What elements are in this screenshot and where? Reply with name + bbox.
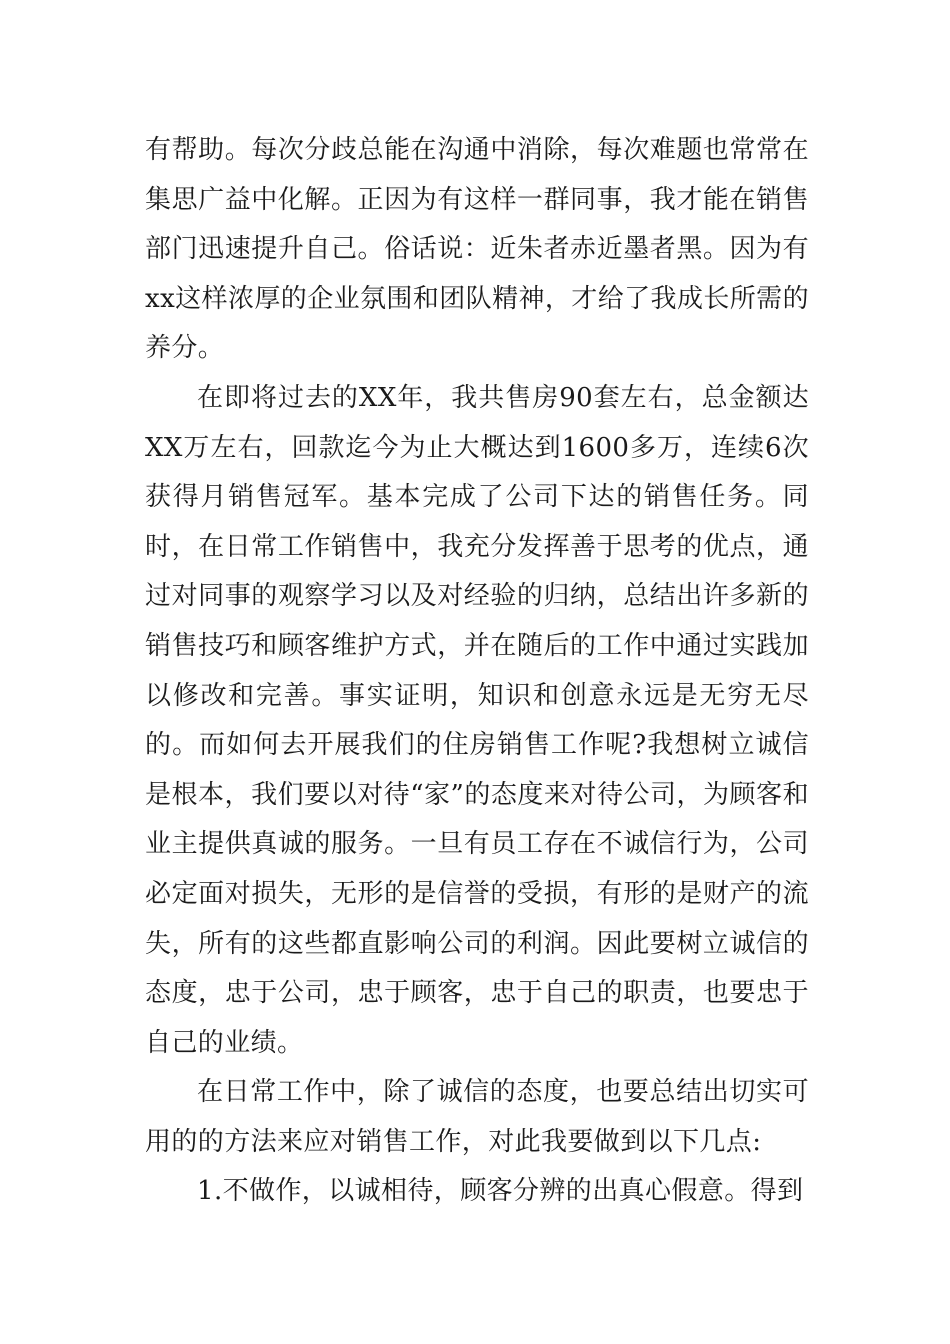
- document-page: [145, 126, 809, 1217]
- paragraph-sales-summary: 在即将过去的XX年，我共售房90套左右，总金额达XX万左右，回款迄今为止大概达到1600多万，连续6次获得月销售冠军。基本完成了公司下达的销售任务。同时，在日常工作销售中，我充分发挥善于思考的优点，通过对同事的观察学习以及对经验的归纳，总结出许多新的销售技巧和顾客维护方式，并在随后的工作中通过实践加以修改和完善。事实证明，知识和创意永远是无穷无尽的。而如何去开展我们的住房销售工作呢?我想树立诚信是根本，我们要以对待“家”的态度来对待公司，为顾客和业主提供真诚的服务。一旦有员工存在不诚信行为，公司必定面对损失，无形的是信誉的受损，有形的是财产的流失，所有的这些都直影响公司的利润。因此要树立诚信的态度，忠于公司，忠于顾客，忠于自己的职责，也要忠于自己的业绩。: [145, 382, 809, 1058]
- paragraph-list-item-1: 1.不做作，以诚相待，顾客分辨的出真心假意。得到: [197, 1176, 804, 1207]
- paragraph-methods-intro: 在日常工作中，除了诚信的态度，也要总结出切实可用的的方法来应对销售工作，对此我要做到以下几点:: [145, 1077, 809, 1157]
- paragraph-continuation: 有帮助。每次分歧总能在沟通中消除，每次难题也常常在集思广益中化解。正因为有这样一群同事，我才能在销售部门迅速提升自己。俗话说：近朱者赤近墨者黑。因为有xx这样浓厚的企业氛围和团队精神，才给了我成长所需的养分。: [145, 135, 809, 364]
